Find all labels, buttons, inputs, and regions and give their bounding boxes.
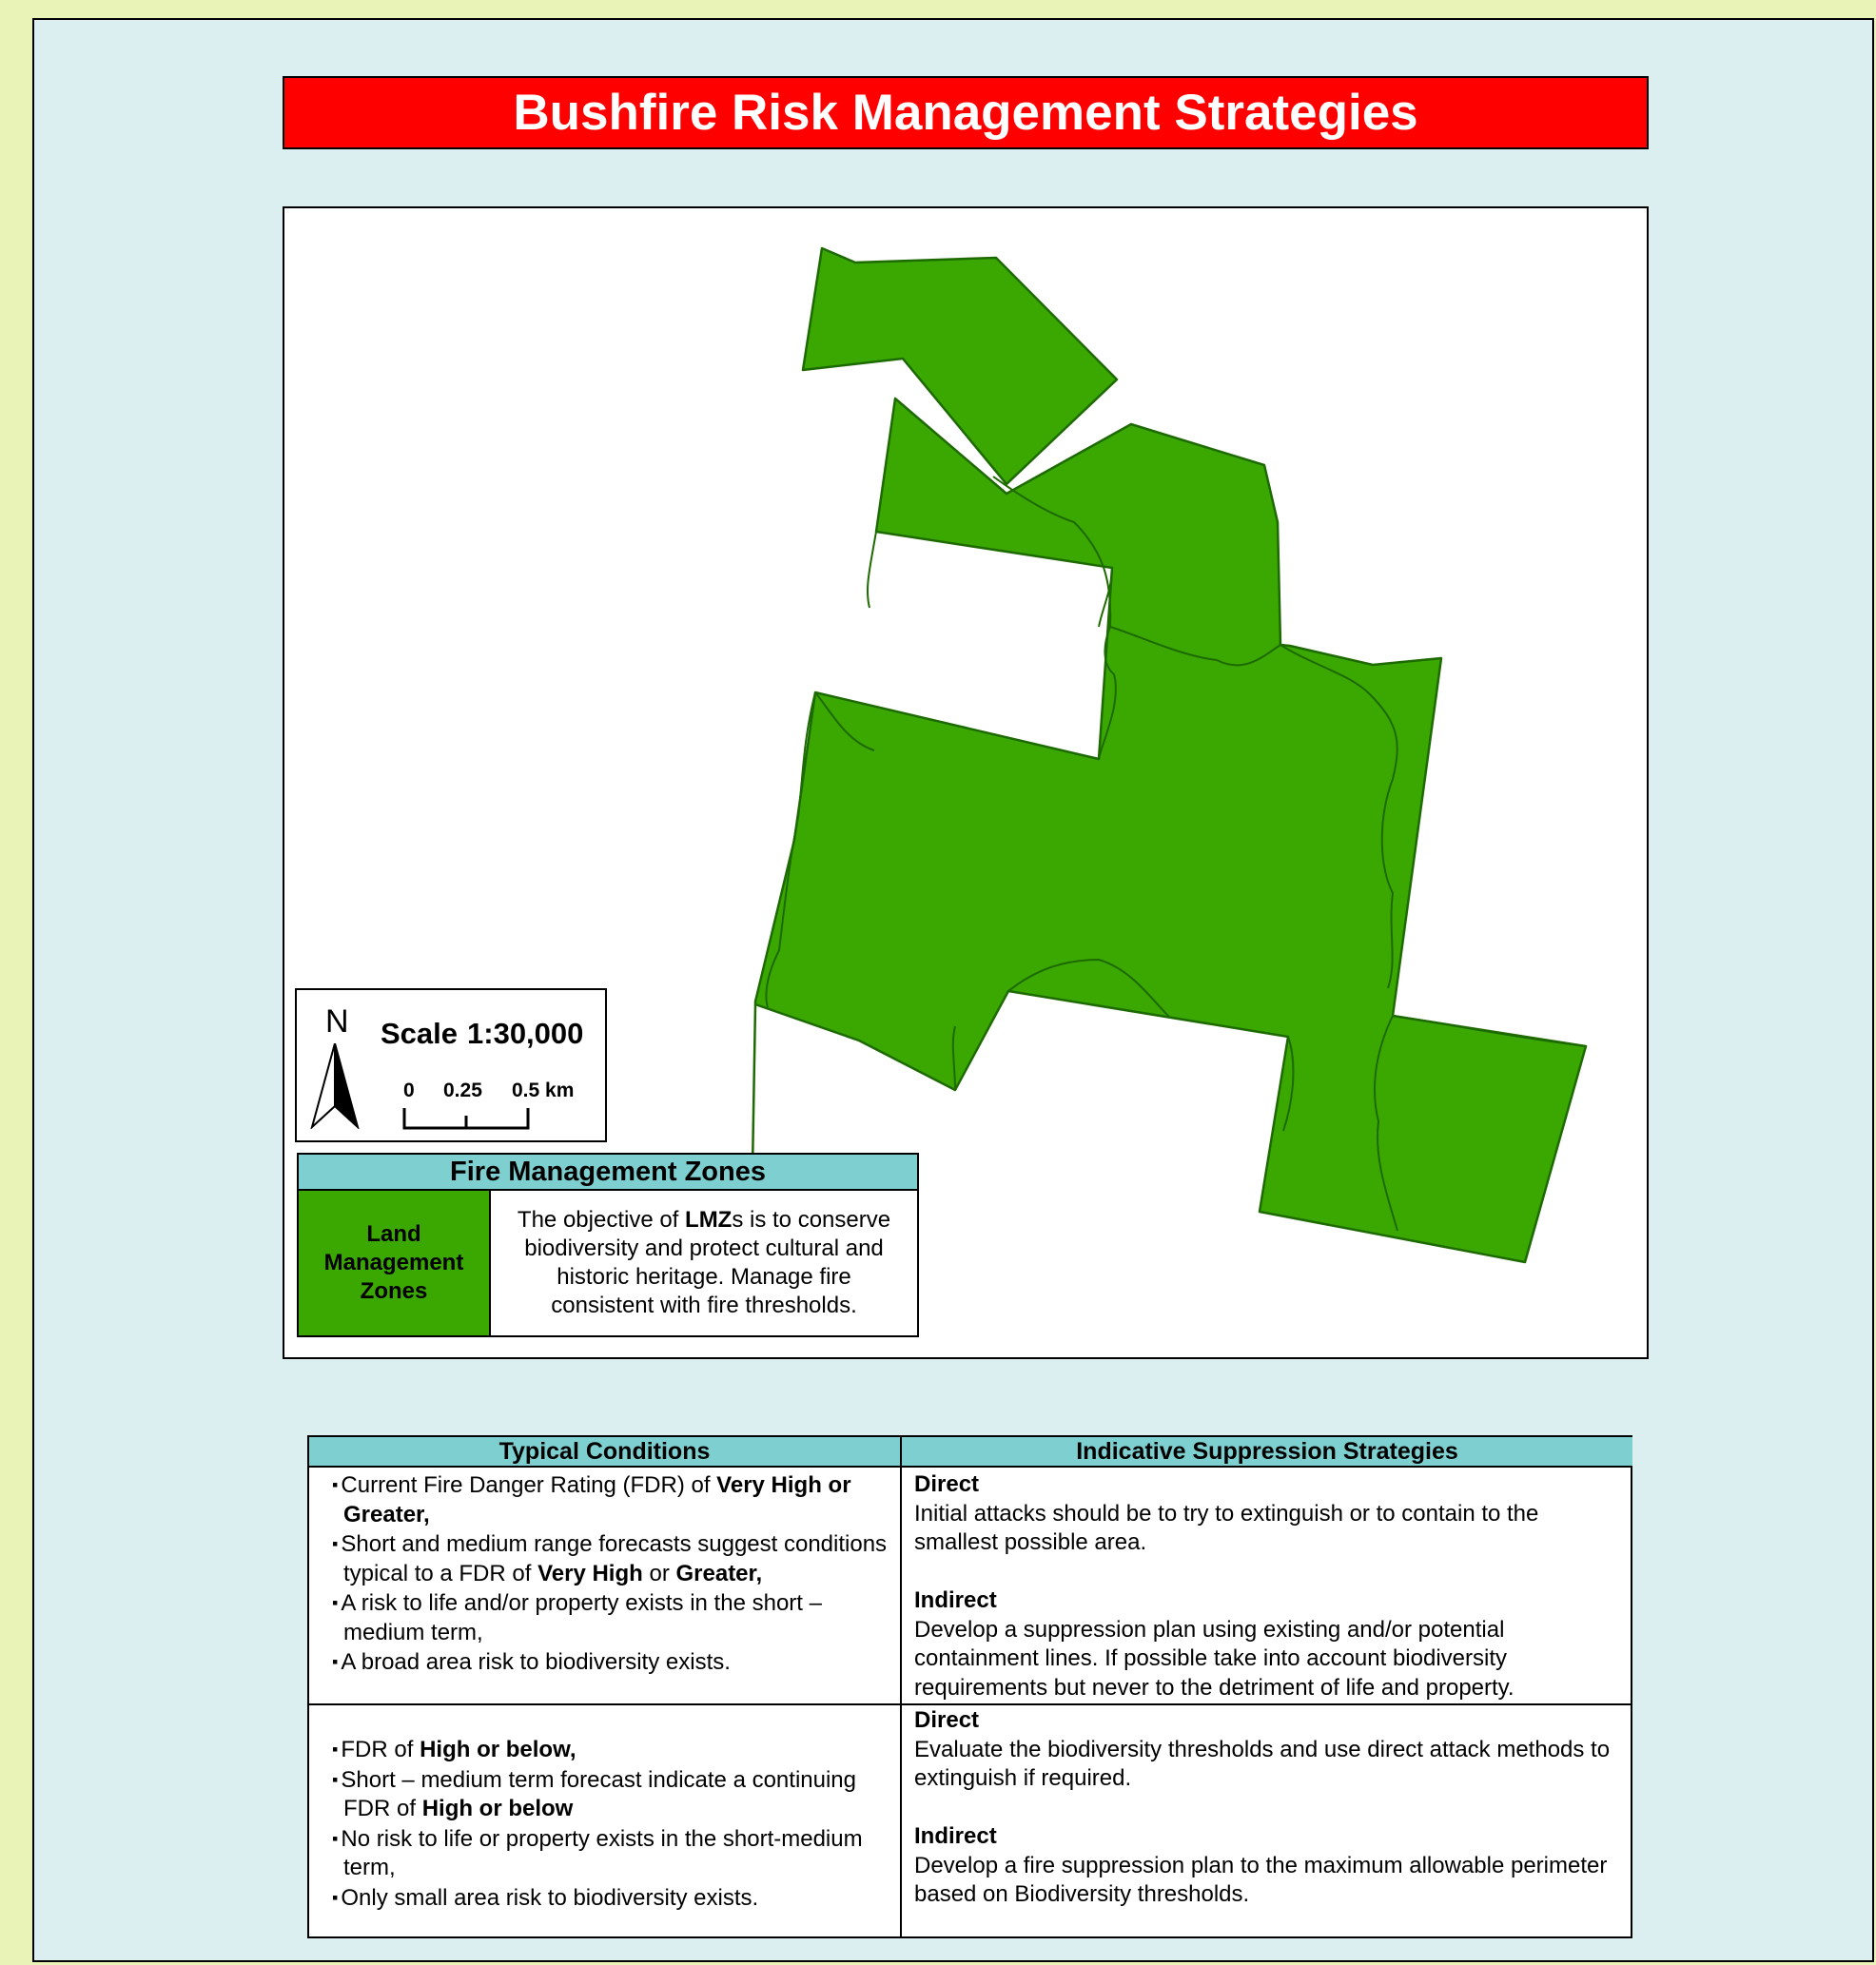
scale-box: [295, 988, 607, 1142]
header-typical-conditions: Typical Conditions: [309, 1437, 900, 1468]
row2-condition-item: [322, 1735, 893, 1765]
row1-conditions-list: [322, 1470, 893, 1678]
row-divider: [309, 1703, 1631, 1705]
condition-text: Current Fire Danger Rating (FDR) of: [341, 1472, 717, 1498]
header-suppression-strategies: Indicative Suppression Strategies: [902, 1437, 1632, 1468]
row1-indirect-heading: Indirect: [914, 1587, 997, 1613]
condition-text: FDR of: [341, 1737, 420, 1762]
condition-text: Very High or Greater,: [343, 1472, 851, 1527]
legend-zone-name: Land Management Zones: [323, 1221, 464, 1304]
row1-direct-text: Initial attacks should be to try to extinguish or to contain to the smallest possible area.: [914, 1500, 1539, 1555]
page-title: Bushfire Risk Management Strategies: [283, 76, 1649, 149]
condition-text: No risk to life or property exists in the short-medium term,: [341, 1825, 863, 1880]
column-divider: [900, 1437, 902, 1936]
zone-polygon-main: [755, 399, 1586, 1262]
north-label: N: [325, 1003, 349, 1040]
scale-value: 1:30,000: [467, 1017, 584, 1050]
legend-zone-description: [491, 1191, 917, 1335]
condition-text: Only small area risk to biodiversity exists.: [341, 1884, 759, 1911]
boundary-line: [752, 1004, 755, 1169]
scale-tick-1: 0.25: [443, 1080, 482, 1101]
legend-title: Fire Management Zones: [299, 1155, 917, 1191]
legend-desc-pre: The objective of: [517, 1207, 686, 1233]
legend-fire-management-zones: [297, 1153, 919, 1337]
row2-indirect-text: Develop a fire suppression plan to the maximum allowable perimeter based on Biodiversity thresholds.: [914, 1852, 1608, 1907]
condition-text: A risk to life and/or property exists in the short – medium term,: [341, 1590, 822, 1645]
row1-direct-heading: Direct: [914, 1471, 980, 1497]
row1-indirect-text: Develop a suppression plan using existing and/or potential containment lines. If possible take into account biodiversity requirements but never to the detriment of life and property.: [914, 1616, 1514, 1701]
row1-condition-item: [322, 1529, 893, 1588]
condition-text: Greater,: [675, 1560, 763, 1586]
north-arrow-icon: [310, 1043, 360, 1129]
row2-indirect-heading: Indirect: [914, 1823, 997, 1849]
scale-label: Scale: [381, 1017, 459, 1050]
condition-text: High or below: [421, 1796, 574, 1821]
condition-text: Very High: [537, 1560, 643, 1586]
legend-desc-post: s is to conserve biodiversity and protect cultural and historic heritage. Manage fire consistent with fire thresholds.: [524, 1207, 891, 1318]
scale-tick-0: 0: [403, 1080, 415, 1101]
row2-conditions-list: [322, 1735, 893, 1913]
row1-conditions: [322, 1470, 893, 1678]
row2-condition-item: [322, 1765, 893, 1824]
row1-condition-item: [322, 1647, 893, 1678]
row2-strategies: [914, 1706, 1618, 1910]
row2-conditions: [322, 1735, 893, 1913]
row2-condition-item: [322, 1883, 893, 1914]
conditions-table: [307, 1435, 1632, 1938]
condition-text: A broad area risk to biodiversity exists.: [341, 1649, 731, 1675]
legend-desc-bold: LMZ: [685, 1207, 733, 1233]
scale-title: [381, 1017, 583, 1051]
row2-direct-text: Evaluate the biodiversity thresholds and use direct attack methods to extinguish if required.: [914, 1736, 1611, 1791]
row2-direct-heading: Direct: [914, 1707, 980, 1733]
condition-text: Short – medium term forecast indicate a continuing FDR of: [341, 1766, 856, 1821]
scale-tick-2: 0.5 km: [512, 1080, 575, 1101]
condition-text: or: [642, 1560, 676, 1586]
legend-zone-swatch: [299, 1191, 491, 1335]
row1-strategies: [914, 1470, 1618, 1702]
row2-condition-item: [322, 1824, 893, 1883]
row1-condition-item: [322, 1588, 893, 1647]
scale-bar-icon: [401, 1106, 531, 1131]
row1-condition-item: [322, 1470, 893, 1529]
condition-text: Short and medium range forecasts suggest conditions typical to a FDR of: [341, 1531, 888, 1586]
condition-text: High or below,: [420, 1737, 576, 1762]
zone-polygon-north: [803, 248, 1117, 484]
